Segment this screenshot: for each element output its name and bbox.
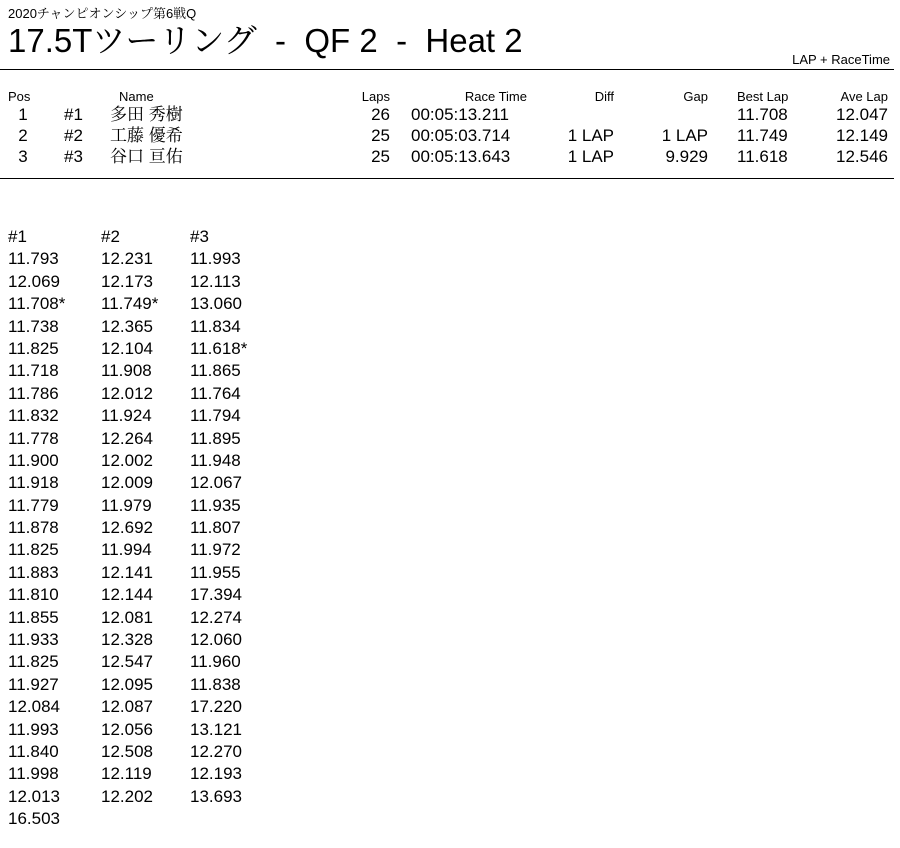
column-header-ave-lap: Ave Lap bbox=[840, 89, 888, 104]
lap-time-cell: 12.104 bbox=[101, 338, 153, 358]
driver-name-cell: 多田 秀樹 bbox=[110, 105, 183, 124]
lap-time-cell: 12.547 bbox=[101, 652, 153, 672]
lap-time-cell: 12.012 bbox=[101, 383, 153, 403]
lap-time-cell: 11.993 bbox=[8, 719, 59, 739]
column-header-name: Name bbox=[119, 89, 154, 104]
pos-cell: 3 bbox=[18, 147, 28, 166]
race-time-cell: 00:05:13.643 bbox=[411, 147, 511, 166]
lap-time-cell: 11.807 bbox=[190, 518, 241, 538]
lap-time-cell: 12.508 bbox=[101, 741, 153, 761]
lap-time-cell: 11.924 bbox=[101, 406, 152, 426]
race-time-cell: 00:05:03.714 bbox=[411, 126, 511, 145]
lap-time-cell: 11.778 bbox=[8, 428, 59, 448]
lap-time-cell: 11.993 bbox=[190, 249, 241, 269]
lap-time-cell: 11.793 bbox=[8, 249, 59, 269]
best-lap-cell: 11.618 bbox=[737, 147, 788, 166]
lap-time-cell: 12.095 bbox=[101, 674, 153, 694]
lap-time-cell: 11.955 bbox=[190, 562, 241, 582]
diff-cell: 1 LAP bbox=[567, 126, 614, 145]
gap-cell: 1 LAP bbox=[661, 126, 708, 145]
lap-time-cell: 11.895 bbox=[190, 428, 241, 448]
lap-time-cell: 11.883 bbox=[8, 562, 59, 582]
column-header-pos: Pos bbox=[8, 89, 31, 104]
lap-time-cell: 12.193 bbox=[190, 764, 242, 784]
column-header-laps: Laps bbox=[361, 89, 390, 104]
lap-time-cell: 12.009 bbox=[101, 473, 153, 493]
lap-time-cell: 11.979 bbox=[101, 495, 152, 515]
lap-time-cell: 12.202 bbox=[101, 786, 153, 806]
gap-cell: 9.929 bbox=[665, 147, 708, 166]
column-header-best-lap: Best Lap bbox=[737, 89, 789, 104]
lap-time-cell: 11.708* bbox=[8, 294, 66, 314]
lap-time-cell: 12.081 bbox=[101, 607, 153, 627]
lap-time-cell: 12.113 bbox=[190, 271, 241, 291]
lap-time-cell: 11.838 bbox=[190, 674, 241, 694]
lap-time-cell: 11.786 bbox=[8, 383, 59, 403]
lap-time-cell: 11.900 bbox=[8, 450, 59, 470]
lap-time-cell: 11.825 bbox=[8, 540, 59, 560]
lap-time-cell: 11.855 bbox=[8, 607, 59, 627]
lap-time-cell: 11.865 bbox=[190, 361, 241, 381]
lap-time-cell: 11.994 bbox=[101, 540, 152, 560]
lap-time-cell: 11.935 bbox=[190, 495, 241, 515]
lap-time-cell: 11.834 bbox=[190, 316, 241, 336]
column-header-gap: Gap bbox=[683, 89, 708, 104]
lap-column-header-1: #1 bbox=[8, 227, 27, 246]
lap-time-cell: 12.270 bbox=[190, 741, 242, 761]
lap-time-cell: 12.002 bbox=[101, 450, 153, 470]
lap-time-cell: 12.013 bbox=[8, 786, 60, 806]
lap-time-cell: 11.908 bbox=[101, 361, 152, 381]
lap-time-cell: 11.825 bbox=[8, 652, 59, 672]
results-header-row bbox=[0, 89, 894, 104]
lap-time-cell: 11.779 bbox=[8, 495, 59, 515]
lap-time-cell: 12.264 bbox=[101, 428, 153, 448]
ave-lap-cell: 12.047 bbox=[836, 105, 888, 124]
lap-column-header-2: #2 bbox=[101, 227, 120, 246]
lap-time-cell: 12.144 bbox=[101, 585, 153, 605]
column-header-race-time: Race Time bbox=[464, 89, 527, 104]
lap-column-header-3: #3 bbox=[190, 227, 209, 246]
lap-time-cell: 11.840 bbox=[8, 741, 59, 761]
pos-cell: 1 bbox=[18, 105, 28, 124]
lap-time-cell: 11.738 bbox=[8, 316, 59, 336]
car-number-cell: #2 bbox=[64, 126, 83, 145]
race-time-cell: 00:05:13.211 bbox=[411, 105, 509, 124]
lap-time-cell: 12.692 bbox=[101, 518, 153, 538]
lap-time-cell: 12.069 bbox=[8, 271, 60, 291]
lap-time-cell: 11.749* bbox=[101, 294, 159, 314]
lap-time-cell: 16.503 bbox=[8, 809, 60, 829]
lap-time-cell: 12.141 bbox=[101, 562, 153, 582]
lap-time-cell: 11.618* bbox=[190, 338, 248, 358]
lap-time-cell: 11.960 bbox=[190, 652, 241, 672]
diff-cell: 1 LAP bbox=[567, 147, 614, 166]
lap-time-cell: 11.718 bbox=[8, 361, 59, 381]
driver-name-cell: 工藤 優希 bbox=[110, 126, 183, 145]
lap-time-cell: 12.119 bbox=[101, 764, 152, 784]
results-body bbox=[0, 104, 894, 167]
lap-time-cell: 12.173 bbox=[101, 271, 153, 291]
race-title: 17.5Tツーリング - QF 2 - Heat 2 bbox=[8, 22, 523, 59]
lap-time-cell: 12.087 bbox=[101, 697, 153, 717]
lap-time-cell: 12.365 bbox=[101, 316, 153, 336]
result-row bbox=[0, 125, 894, 146]
laps-cell: 25 bbox=[371, 126, 390, 145]
lap-time-cell: 17.394 bbox=[190, 585, 242, 605]
car-number-cell: #1 bbox=[64, 105, 83, 124]
lap-time-cell: 11.972 bbox=[190, 540, 241, 560]
lap-time-cell: 12.084 bbox=[8, 697, 60, 717]
lap-time-cell: 11.810 bbox=[8, 585, 59, 605]
driver-name-cell: 谷口 亘佑 bbox=[110, 147, 183, 166]
lap-time-cell: 11.933 bbox=[8, 630, 59, 650]
lap-time-cell: 13.121 bbox=[190, 719, 242, 739]
lap-time-cell: 11.878 bbox=[8, 518, 59, 538]
lap-time-cell: 12.231 bbox=[101, 249, 153, 269]
lap-time-cell: 11.794 bbox=[190, 406, 241, 426]
lap-time-cell: 13.693 bbox=[190, 786, 242, 806]
lap-time-cell: 11.998 bbox=[8, 764, 59, 784]
header-divider bbox=[0, 69, 894, 70]
lap-time-cell: 12.056 bbox=[101, 719, 153, 739]
lap-time-cell: 12.274 bbox=[190, 607, 242, 627]
ave-lap-cell: 12.149 bbox=[836, 126, 888, 145]
column-header-diff: Diff bbox=[594, 89, 614, 104]
lap-time-cell: 11.825 bbox=[8, 338, 59, 358]
lap-time-cell: 11.764 bbox=[190, 383, 241, 403]
pos-cell: 2 bbox=[18, 126, 28, 145]
ave-lap-cell: 12.546 bbox=[836, 147, 888, 166]
result-row bbox=[0, 104, 894, 125]
best-lap-cell: 11.708 bbox=[737, 105, 788, 124]
results-table bbox=[0, 89, 894, 167]
event-name: 2020チャンピオンシップ第6戦Q bbox=[8, 6, 197, 21]
laps-cell: 26 bbox=[371, 105, 390, 124]
laps-cell: 25 bbox=[371, 147, 390, 166]
best-lap-cell: 11.749 bbox=[737, 126, 788, 145]
result-mode-label: LAP + RaceTime bbox=[792, 52, 890, 67]
lap-time-cell: 17.220 bbox=[190, 697, 242, 717]
results-divider bbox=[0, 178, 894, 179]
lap-time-cell: 11.918 bbox=[8, 473, 59, 493]
lap-time-cell: 12.067 bbox=[190, 473, 242, 493]
car-number-cell: #3 bbox=[64, 147, 83, 166]
lap-time-cell: 11.832 bbox=[8, 406, 59, 426]
result-row bbox=[0, 146, 894, 167]
lap-time-cell: 12.328 bbox=[101, 630, 153, 650]
lap-time-cell: 13.060 bbox=[190, 294, 242, 314]
lap-time-cell: 11.927 bbox=[8, 674, 59, 694]
lap-time-cell: 12.060 bbox=[190, 630, 242, 650]
lap-time-cell: 11.948 bbox=[190, 450, 241, 470]
